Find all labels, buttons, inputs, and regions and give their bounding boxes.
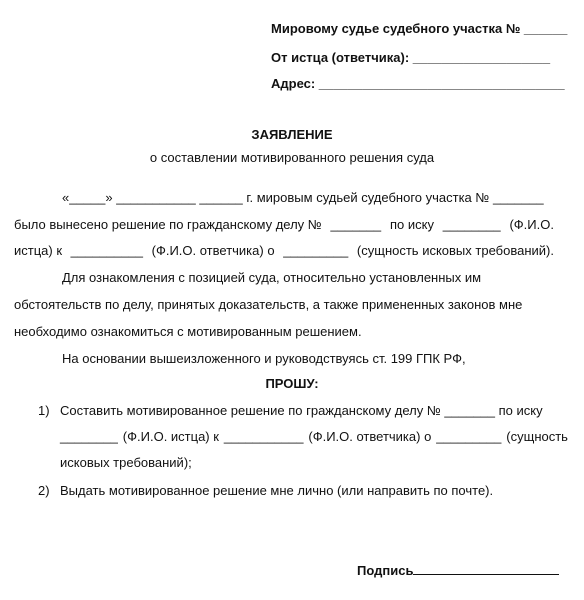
blank-field: _______ <box>330 217 382 232</box>
document-title: ЗАЯВЛЕНИЕ <box>251 127 333 142</box>
request-item-1 <box>38 403 543 419</box>
from-party: От истца (ответчика): ___________________ <box>271 50 551 65</box>
text-segment: (сущность <box>506 429 568 444</box>
item-number: 2) <box>38 483 50 498</box>
item-text: Составить мотивированное решение по гражданскому делу № _______ по иску <box>60 403 543 418</box>
paragraph-1-line-2 <box>14 217 554 233</box>
document-subtitle: о составлении мотивированного решения суда <box>149 150 435 165</box>
text-segment: (Ф.И.О. <box>509 217 554 232</box>
text-segment: истца) к <box>14 243 63 258</box>
request-item-2 <box>38 483 493 499</box>
text-segment: по иску <box>389 217 434 232</box>
paragraph-1-line-3 <box>14 243 554 259</box>
text-segment: было вынесено решение по гражданскому делу № <box>14 217 322 232</box>
blank-field: ________ <box>442 217 501 232</box>
blank-field: _________ <box>283 243 349 258</box>
text-segment: (Ф.И.О. ответчика) о <box>308 429 432 444</box>
addressee-judge: Мировому судье судебного участка № ______ <box>271 21 568 36</box>
paragraph-2-line-3: необходимо ознакомиться с мотивированным решением. <box>14 324 362 339</box>
paragraph-2-line-2: обстоятельств по делу, принятых доказательств, а также примененных законов мне <box>14 297 523 312</box>
signature-line <box>413 562 559 575</box>
request-item-1-line-2 <box>60 429 568 445</box>
request-heading: ПРОШУ: <box>265 376 319 391</box>
address: Адрес: __________________________________ <box>271 76 565 91</box>
paragraph-2-line-1: Для ознакомления с позицией суда, относительно установленных им <box>62 270 482 285</box>
text-segment: (сущность исковых требований). <box>356 243 554 258</box>
text-segment: (Ф.И.О. истца) к <box>122 429 219 444</box>
blank-field: ___________ <box>223 429 304 444</box>
item-number: 1) <box>38 403 50 418</box>
blank-field: ________ <box>60 429 118 444</box>
request-item-1-line-3: исковых требований); <box>60 455 192 470</box>
blank-field: __________ <box>70 243 143 258</box>
paragraph-1-line-1: «_____» ___________ ______ г. мировым судьей судебного участка № _______ <box>62 190 544 205</box>
text-segment: (Ф.И.О. ответчика) о <box>151 243 275 258</box>
blank-field: _________ <box>436 429 502 444</box>
signature-block <box>357 562 559 579</box>
paragraph-3: На основании вышеизложенного и руководствуясь ст. 199 ГПК РФ, <box>62 351 466 366</box>
item-text: Выдать мотивированное решение мне лично (или направить по почте). <box>60 483 494 498</box>
signature-label: Подпись <box>357 563 414 578</box>
